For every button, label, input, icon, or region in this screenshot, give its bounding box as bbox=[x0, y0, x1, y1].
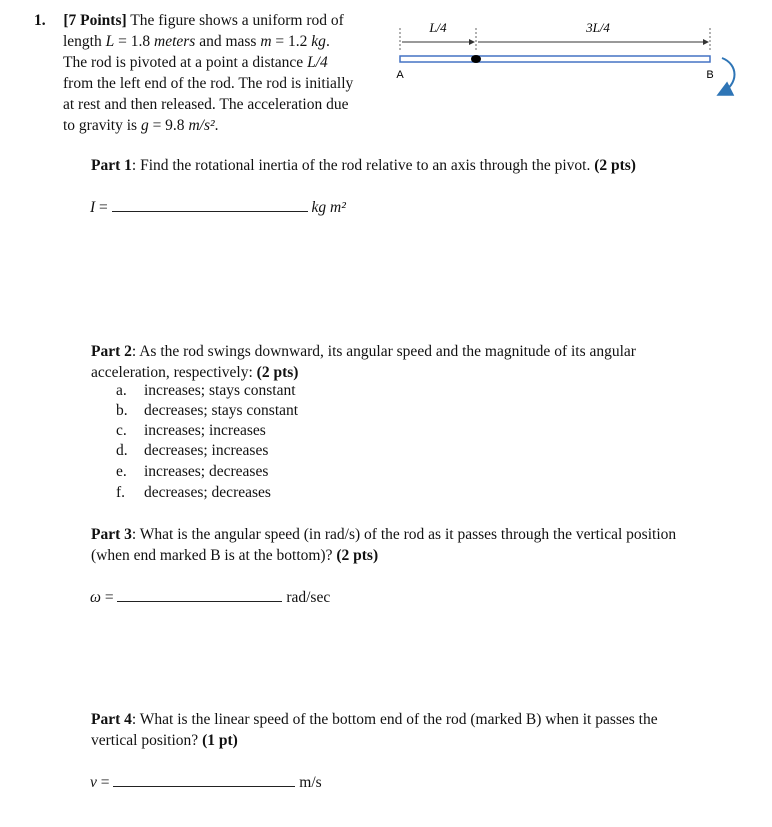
part1-unit: kg m² bbox=[311, 199, 346, 216]
problem-points: [7 Points] bbox=[63, 12, 127, 29]
statement-line-4: from the left end of the rod. The rod is initially bbox=[63, 75, 354, 92]
part4-title: Part 4 bbox=[91, 711, 132, 728]
part3-text-line1: : What is the angular speed (in rad/s) of the rod as it passes through the vertical position bbox=[131, 526, 677, 543]
problem-statement bbox=[34, 10, 384, 136]
option-letter: f. bbox=[116, 484, 126, 501]
option-letter: b. bbox=[116, 402, 128, 419]
rod-diagram bbox=[390, 14, 760, 104]
statement-line-2c: . bbox=[325, 33, 330, 50]
part4-symbol: v bbox=[90, 774, 97, 791]
part3-unit: rad/sec bbox=[286, 589, 331, 606]
part1-question bbox=[91, 155, 751, 176]
label-quarter-length: L/4 bbox=[429, 20, 447, 35]
option-text: decreases; increases bbox=[144, 442, 269, 459]
option-text: increases; increases bbox=[144, 422, 266, 439]
gravity-unit: m/s² bbox=[188, 117, 215, 134]
option-b[interactable] bbox=[116, 401, 298, 421]
mass-unit: kg bbox=[311, 33, 326, 50]
end-label-a: A bbox=[396, 69, 404, 81]
option-f[interactable] bbox=[116, 483, 271, 503]
part3-title: Part 3 bbox=[91, 526, 132, 543]
part1-symbol: I bbox=[90, 199, 96, 216]
part3-text-line2: (when end marked B is at the bottom)? bbox=[91, 547, 337, 564]
pivot-distance: L/4 bbox=[307, 54, 328, 71]
option-d[interactable] bbox=[116, 441, 268, 461]
part1-equals: = bbox=[95, 199, 108, 216]
length-value: = 1.8 bbox=[114, 33, 154, 50]
option-text: increases; stays constant bbox=[144, 382, 296, 399]
statement-line-2a: length bbox=[63, 33, 106, 50]
label-three-quarter-length: 3L/4 bbox=[586, 20, 610, 35]
part3-answer-blank[interactable] bbox=[117, 587, 282, 602]
option-text: decreases; decreases bbox=[144, 484, 271, 501]
statement-line-1: The figure shows a uniform rod of bbox=[130, 12, 344, 29]
statement-line-6b: . bbox=[214, 117, 219, 134]
gravity-value: = 9.8 bbox=[148, 117, 189, 134]
part3-pts: (2 pts) bbox=[336, 547, 379, 564]
part4-text-line2: vertical position? bbox=[91, 732, 203, 749]
option-c[interactable] bbox=[116, 421, 266, 441]
part2-pts: (2 pts) bbox=[256, 364, 299, 381]
mass-symbol: m bbox=[260, 33, 272, 50]
option-letter: c. bbox=[116, 422, 127, 439]
statement-line-2b: and mass bbox=[195, 33, 261, 50]
option-letter: d. bbox=[116, 442, 128, 459]
option-e[interactable] bbox=[116, 462, 268, 482]
part3-symbol: ω bbox=[90, 589, 101, 606]
mass-value: = 1.2 bbox=[271, 33, 312, 50]
part2-question bbox=[91, 341, 751, 383]
part2-text-line1: : As the rod swings downward, its angular speed and the magnitude of its angular bbox=[131, 343, 636, 360]
part4-pts: (1 pt) bbox=[202, 732, 238, 749]
part1-text: : Find the rotational inertia of the rod relative to an axis through the pivot. bbox=[131, 157, 595, 174]
part2-text-line2: acceleration, respectively: bbox=[91, 364, 257, 381]
part4-unit: m/s bbox=[299, 774, 322, 791]
part4-equals: = bbox=[96, 774, 110, 791]
statement-line-3: The rod is pivoted at a point a distance bbox=[63, 54, 308, 71]
part2-title: Part 2 bbox=[91, 343, 132, 360]
rod-figure bbox=[390, 14, 760, 104]
part1-answer-row bbox=[90, 197, 410, 218]
option-letter: a. bbox=[116, 382, 127, 399]
option-text: decreases; stays constant bbox=[144, 402, 299, 419]
problem-number: 1. bbox=[34, 12, 46, 29]
part1-pts: (2 pts) bbox=[594, 157, 636, 174]
part3-equals: = bbox=[100, 589, 114, 606]
part4-answer-blank[interactable] bbox=[113, 772, 295, 787]
statement-line-6: to gravity is bbox=[63, 117, 141, 134]
rotation-arrow-icon bbox=[720, 58, 735, 94]
part4-text-line1: : What is the linear speed of the bottom end of the rod (marked B) when it passes the bbox=[131, 711, 658, 728]
rod bbox=[400, 56, 710, 62]
length-symbol: L bbox=[105, 33, 115, 50]
pivot-point bbox=[471, 55, 481, 63]
option-text: increases; decreases bbox=[144, 463, 269, 480]
part3-answer-row bbox=[90, 587, 410, 608]
statement-line-5: at rest and then released. The acceleration due bbox=[63, 96, 349, 113]
option-letter: e. bbox=[116, 463, 127, 480]
part4-question bbox=[91, 709, 751, 751]
option-a[interactable] bbox=[116, 381, 296, 401]
gravity-symbol: g bbox=[140, 117, 149, 134]
end-label-b: B bbox=[706, 69, 714, 81]
length-unit: meters bbox=[154, 33, 196, 50]
part3-question bbox=[91, 524, 761, 566]
part4-answer-row bbox=[90, 772, 410, 793]
part1-answer-blank[interactable] bbox=[112, 197, 308, 212]
part1-title: Part 1 bbox=[91, 157, 132, 174]
